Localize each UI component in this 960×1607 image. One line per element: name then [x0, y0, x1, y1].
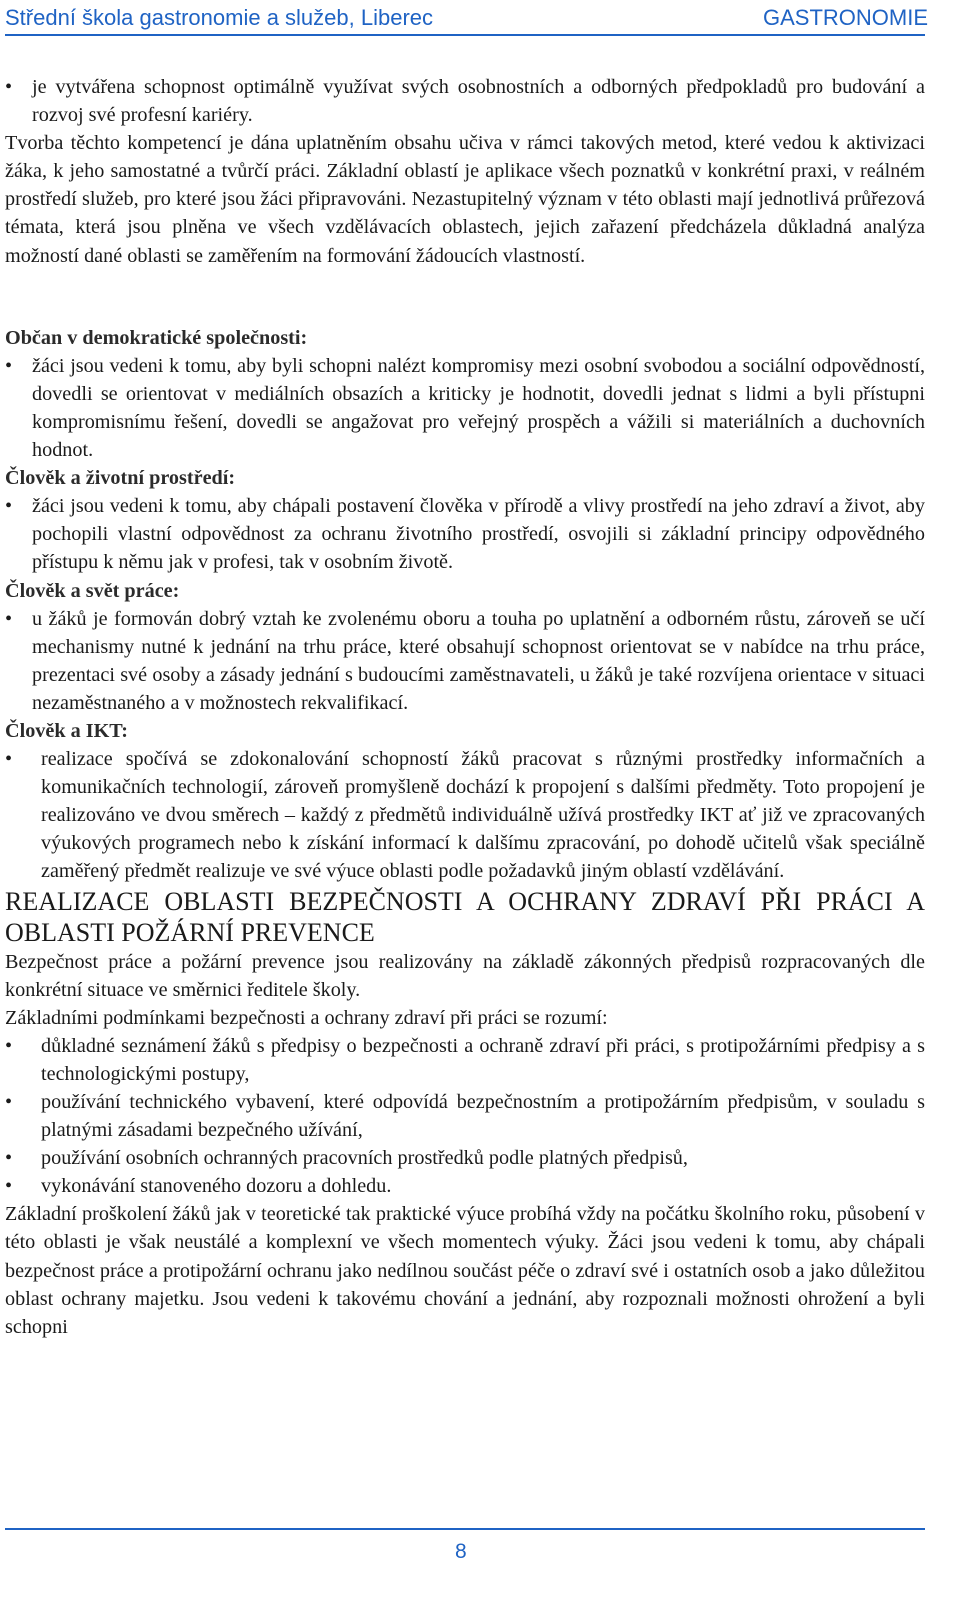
intro-bullet: • je vytvářena schopnost optimálně využívat svých osobnostních a odborných předpokladů pro budování a rozvoj své profesní kariéry.	[5, 73, 925, 129]
safety-item-2: • používání technického vybavení, které odpovídá bezpečnostním a protipožárním předpisům, v souladu s platnými zásadami bezpečného užívání,	[5, 1088, 925, 1144]
footer-divider	[5, 1528, 925, 1530]
topic-heading-environment: Člověk a životní prostředí:	[5, 467, 236, 490]
page-header	[5, 0, 928, 36]
topic-text-citizen: • žáci jsou vedeni k tomu, aby byli schopni nalézt kompromisy mezi osobní svobodou a sociální odpovědností, dovedli se orientovat v mediálních obsazích a kriticky je hodnotit, dovedli jednat s lidmi a byli přístupni kompromisnímu řešení, dovedli se angažovat pro veřejný prospěch a vážili si materiálních a duchovních hodnot.	[5, 352, 925, 464]
page-number: 8	[455, 1540, 467, 1563]
topic-heading-citizen: Občan v demokratické společnosti:	[5, 326, 308, 349]
safety-paragraph-1: Bezpečnost práce a požární prevence jsou realizovány na základě zákonných předpisů rozpracovaných dle konkrétní situace ve směrnici ředitele školy.	[5, 950, 925, 1001]
safety-item-1: • důkladné seznámení žáků s předpisy o bezpečnosti a ochraně zdraví při práci, s protipožárními předpisy a s technologickými postupy,	[5, 1032, 925, 1088]
school-name: Střední škola gastronomie a služeb, Liberec	[5, 5, 434, 30]
document-body	[5, 73, 925, 1341]
spacer	[5, 270, 925, 324]
safety-heading: REALIZACE OBLASTI BEZPEČNOSTI A OCHRANY ZDRAVÍ PŘI PRÁCI A OBLASTI POŽÁRNÍ PREVENCE	[5, 886, 925, 947]
safety-paragraph-3: Základní proškolení žáků jak v teoretické tak praktické výuce probíhá vždy na počátku školního roku, působení v této oblasti je však neustálé a komplexní ve všech momentech výuky. Žáci jsou vedeni k tomu, aby chápali bezpečnost práce a protipožární ochranu jako nedílnou součást péče o zdraví své i ostatních osob a jako důležitou oblast ochrany majetku. Jsou vedeni k takovému chování a jednání, aby rozpoznali možnosti ohrožení a byli schopni	[5, 1203, 925, 1338]
field-name: GASTRONOMIE	[762, 5, 928, 30]
topic-text-ict: • realizace spočívá se zdokonalování schopností žáků pracovat s různými prostředky informačních a komunikačních technologií, zároveň promyšleně dochází k propojení s dalšími předměty. Toto propojení je realizováno ve dvou směrech – každý z předmětů individuálně užívá prostředky IKT ať již ve zpracovaných výukových programech nebo k získání informací k dalšímu zpracování, po dohodě učitelů však speciálně zaměřený předmět realizuje ve své výuce oblasti podle požadavků jiným oblastí vzdělávání.	[5, 745, 925, 885]
topic-text-work: • u žáků je formován dobrý vztah ke zvolenému oboru a touha po uplatnění a odborném růstu, zároveň se učí mechanismy nutné k jednání na trhu práce, které obsahují schopnost orientovat se v nabídce na trhu práce, prezentaci své osoby a zásady jednání s budoucími zaměstnavateli, u žáků je také rozvíjena orientace v situaci nezaměstnaného a v možnostech rekvalifikací.	[5, 605, 925, 717]
topic-heading-work: Člověk a svět práce:	[5, 579, 180, 602]
page-footer	[0, 1528, 960, 1531]
topic-heading-ict: Člověk a IKT:	[5, 719, 128, 742]
intro-paragraph: Tvorba těchto kompetencí je dána uplatněním obsahu učiva v rámci takových metod, které vedou k aktivizaci žáka, k jeho samostatné a tvůrčí práci. Základní oblastí je aplikace všech poznatků v konkrétní praxi, v reálném prostředí služeb, pro které jsou žáci připravováni. Nezastupitelný význam v této oblasti mají jednotlivá průřezová témata, která jsou plněna ve všech vzdělávacích oblastech, jejich zařazení předcházela důkladná analýza možností dané oblasti se zaměřením na formování žádoucích vlastností.	[5, 132, 925, 267]
topic-text-environment: • žáci jsou vedeni k tomu, aby chápali postavení člověka v přírodě a vlivy prostředí na jeho zdraví a život, aby pochopili vlastní odpovědnost za ochranu životního prostředí, osvojili si základní principy odpovědného přístupu k němu jak v profesi, tak v osobním životě.	[5, 492, 925, 576]
safety-item-4: • vykonávání stanoveného dozoru a dohledu.	[5, 1172, 925, 1200]
safety-item-3: • používání osobních ochranných pracovních prostředků podle platných předpisů,	[5, 1144, 925, 1172]
safety-paragraph-2: Základními podmínkami bezpečnosti a ochrany zdraví při práci se rozumí:	[5, 1006, 608, 1029]
